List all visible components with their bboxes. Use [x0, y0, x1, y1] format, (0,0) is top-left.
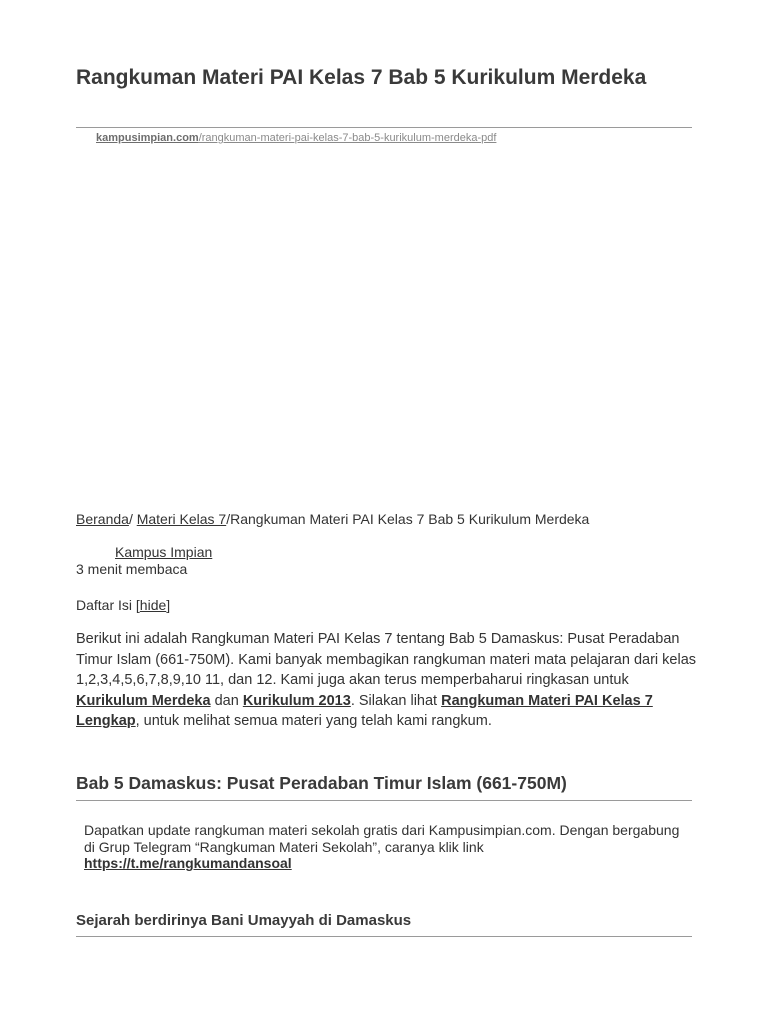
breadcrumb-category-link[interactable]: Materi Kelas 7 [136, 511, 227, 527]
intro-text: dan [210, 692, 243, 709]
author-link[interactable]: Kampus Impian [115, 544, 213, 560]
intro-paragraph [76, 629, 696, 732]
breadcrumb-separator: / [226, 511, 231, 527]
toc-bracket-close: ] [166, 597, 171, 613]
source-domain-link[interactable]: kampusimpian.com [96, 132, 199, 144]
subsection-heading: Sejarah berdirinya Bani Umayyah di Damaskus [76, 912, 412, 929]
toc-hide-toggle[interactable]: hide [139, 597, 167, 613]
breadcrumb-current: Rangkuman Materi PAI Kelas 7 Bab 5 Kurikulum Merdeka [230, 511, 590, 527]
promo-text: Dapatkan update rangkuman materi sekolah gratis dari Kampusimpian.com. Dengan bergabung di Grup Telegram “Rangkuman Materi Sekolah”, caranya klik link [84, 822, 680, 855]
toc-label: Daftar Isi [ [76, 597, 140, 613]
subsection-divider [76, 936, 692, 937]
source-url[interactable] [96, 131, 496, 145]
read-time: 3 menit membaca [76, 561, 188, 577]
intro-text: , untuk melihat semua materi yang telah kami rangkum. [135, 713, 492, 729]
source-path-link[interactable]: /rangkuman-materi-pai-kelas-7-bab-5-kurikulum-merdeka-pdf [198, 132, 497, 144]
intro-text: Berikut ini adalah Rangkuman Materi PAI Kelas 7 tentang Bab 5 Damaskus: Pusat Peradaban Timur Islam (661-750M). Kami banyak membagikan rangkuman materi mata pelajaran dari kelas 1,2,3,4,5,6,7,8,9,10 11, dan 12. Kami juga akan terus memperbaharui ringkasan untuk [76, 631, 697, 688]
telegram-link[interactable]: https://t.me/rangkumandansoal [84, 855, 292, 871]
rangkuman-lengkap-link[interactable]: Rangkuman Materi PAI Kelas 7 Lengkap [76, 692, 653, 729]
kurikulum-2013-link[interactable]: Kurikulum 2013 [242, 692, 351, 709]
telegram-promo [84, 822, 684, 872]
breadcrumb-home-link[interactable]: Beranda [76, 511, 129, 527]
breadcrumb [76, 510, 589, 528]
table-of-contents [76, 596, 170, 614]
section-divider [76, 800, 692, 801]
kurikulum-merdeka-link[interactable]: Kurikulum Merdeka [76, 692, 211, 709]
title-divider [76, 127, 692, 128]
section-heading: Bab 5 Damaskus: Pusat Peradaban Timur Islam (661-750M) [76, 773, 567, 793]
article-title: Rangkuman Materi PAI Kelas 7 Bab 5 Kurikulum Merdeka [76, 66, 647, 89]
breadcrumb-separator: / [128, 511, 133, 527]
intro-text: . Silakan lihat [350, 692, 442, 709]
